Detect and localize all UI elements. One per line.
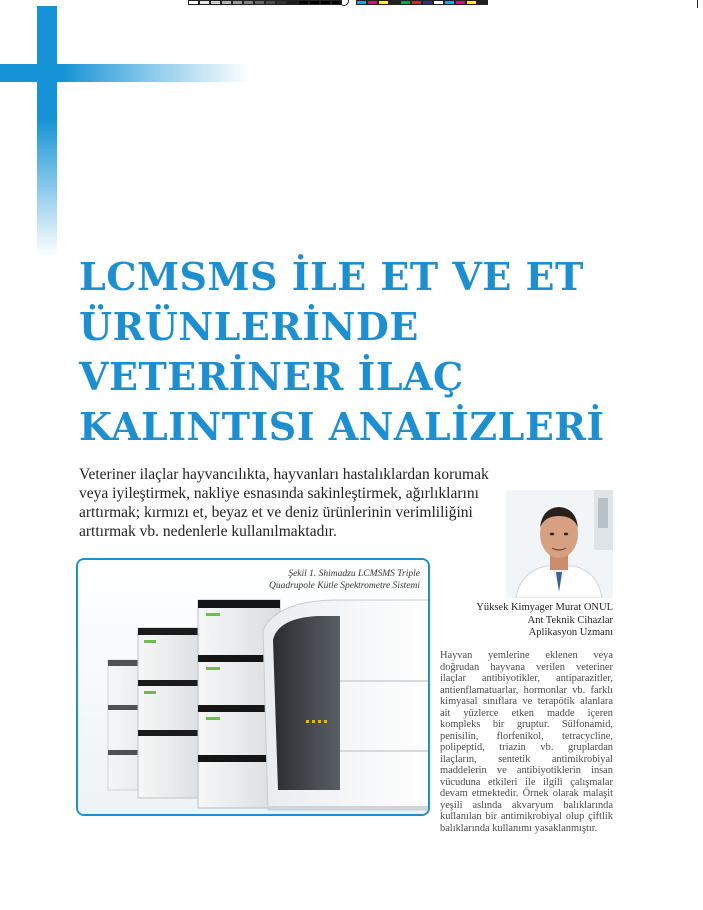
title-line: KALINTISI ANALİZLERİ [79,404,605,449]
author-role: Aplikasyon Uzmanı [528,627,613,638]
lead-paragraph: Veteriner ilaçlar hayvancılıkta, hayvanları hastalıklardan korumak veya iyileştirmek, nakliye esnasında sakinleştirmek, ağırlıklarını arttırmak; kırmızı et, beyaz et ve deniz ürünlerinin verimliliğini arttırmak vb. nedenlerle kullanılmaktadır. [79,466,489,540]
author-name: Yüksek Kimyager Murat ONUL [476,602,613,613]
decorative-cross-horizontal [0,64,250,82]
registration-crosshair-icon [339,0,349,6]
author-portrait-image [506,490,613,598]
figure-caption-line: Şekil 1. Shimadzu LCMSMS Triple [288,569,420,579]
registration-bar-gray [188,0,342,5]
article-title [79,252,639,452]
figure-caption [220,568,420,592]
title-line: LCMSMS İLE ET VE ET [79,254,584,299]
registration-bar-color [356,0,488,5]
author-company: Ant Teknik Cihazlar [527,614,613,626]
decorative-cross-vertical [37,6,57,256]
lcmsms-instrument-image [78,560,430,816]
body-paragraph: Hayvan yemlerine eklenen veya doğrudan hayvana verilen veteriner ilaçlar antibiyotikler, antiparazitler, antienflamatuarlar, hormonlar vb. farklı kimyasal sınıflara ve terapötik alanlara ait yüzlerce etken madde içeren kompleks bir gruptur. Sülfonamid, penisilin, florfenikol, tetracycline, polipeptid, triazin vb. gruplardan ilaçların, sentetik antimikrobiyal maddelerin ve antibiyotiklerin insan vücuduna etkileri ile ilgili çalışmalar devam etmektedir. Örnek olarak malaşit yeşili aslında akvaryum balıklarında kullanılan bir antimikrobiyal olup çiftlik balıklarında kullanımı yasaklanmıştır. [440,650,613,834]
title-line: ÜRÜNLERİNDE [79,304,419,349]
author-info [440,602,613,640]
figure-box [76,558,430,816]
title-line: VETERİNER İLAÇ [79,354,464,399]
crop-mark [697,0,698,8]
figure-caption-line: Quadrupole Kütle Spektrometre Sistemi [268,581,420,591]
author-photo [506,490,613,598]
